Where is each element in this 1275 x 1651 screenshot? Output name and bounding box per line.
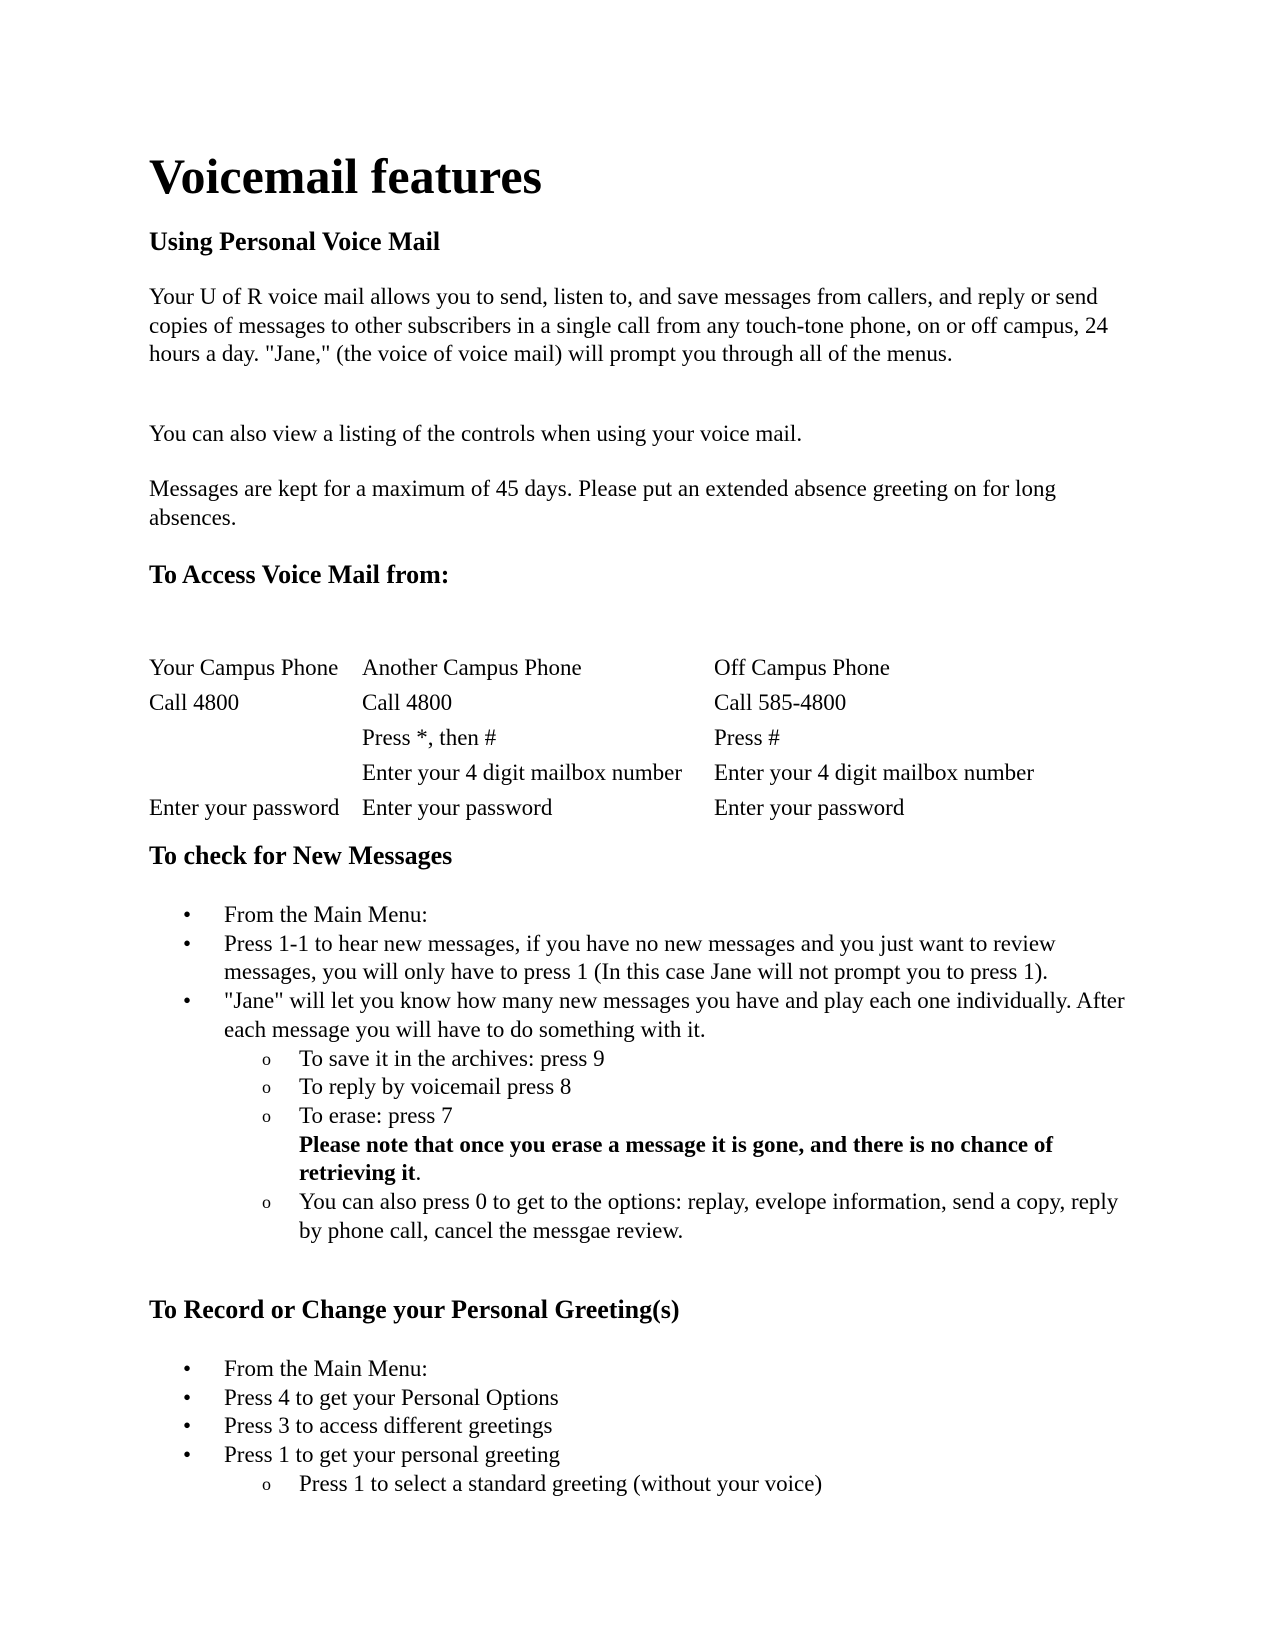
table-cell: Your Campus Phone <box>149 655 339 680</box>
circle-bullet-icon: o <box>262 1105 271 1126</box>
section-heading-using-voice-mail: Using Personal Voice Mail <box>149 227 441 256</box>
circle-bullet-icon: o <box>262 1048 271 1069</box>
circle-bullet-icon: o <box>262 1473 271 1494</box>
table-cell <box>149 755 362 790</box>
intro-paragraph: Your U of R voice mail allows you to send, listen to, and save messages from callers, and reply or send copies of messages to other subscribers in a single call from any touch-tone phone, on or off campus, 24 hours a day. "Jane," (the voice of voice mail) will prompt you through all of the menus. <box>149 284 1108 367</box>
sub-list-item-text: To reply by voicemail press 8 <box>299 1074 572 1100</box>
sub-list-item-text: You can also press 0 to get to the options: replay, evelope information, send a copy, reply by phone call, cancel the messgae review. <box>299 1189 1119 1243</box>
greetings-list <box>149 1355 1129 1499</box>
table-cell: Press *, then # <box>362 725 497 750</box>
access-table <box>149 650 1034 825</box>
sub-list-item <box>224 1045 1129 1074</box>
bullet-icon: • <box>183 1384 192 1410</box>
message-actions-sublist <box>224 1045 1129 1246</box>
list-item <box>149 1412 1129 1441</box>
table-row <box>149 685 1034 720</box>
erase-warning-period: . <box>415 1160 422 1186</box>
bullet-icon: • <box>183 1356 192 1381</box>
table-cell: Enter your 4 digit mailbox number <box>362 760 683 785</box>
list-item-text: From the Main Menu: <box>224 1356 428 1381</box>
table-cell: Enter your 4 digit mailbox number <box>714 760 1035 785</box>
table-cell: Call 4800 <box>362 690 453 715</box>
bullet-icon: • <box>183 988 192 1014</box>
table-cell: Call 4800 <box>149 690 240 715</box>
sub-list-item <box>224 1470 1129 1499</box>
controls-paragraph: You can also view a listing of the controls when using your voice mail. <box>149 421 803 446</box>
list-item <box>149 987 1129 1245</box>
sub-list-item-text: Press 1 to select a standard greeting (without your voice) <box>299 1470 823 1496</box>
section-heading-access: To Access Voice Mail from: <box>149 560 450 589</box>
sub-list-item-text: To save it in the archives: press 9 <box>299 1045 605 1071</box>
table-cell: Press # <box>714 725 780 750</box>
table-cell <box>149 720 362 755</box>
sub-list-item <box>224 1102 1129 1188</box>
list-item <box>149 1441 1129 1498</box>
bullet-icon: • <box>183 1442 192 1468</box>
table-cell: Call 585-4800 <box>714 690 847 715</box>
list-item-text: Press 1-1 to hear new messages, if you have no new messages and you just want to review messages, you will only have to press 1 (In this case Jane will not prompt you to press 1). <box>224 930 1056 985</box>
table-row <box>149 720 1034 755</box>
bullet-icon: • <box>183 930 192 956</box>
section-heading-new-messages: To check for New Messages <box>149 841 453 870</box>
circle-bullet-icon: o <box>262 1077 271 1098</box>
table-cell: Enter your password <box>362 795 553 820</box>
list-item <box>149 901 1129 930</box>
table-cell: Enter your password <box>714 795 905 820</box>
bullet-icon: • <box>183 1413 192 1439</box>
page-title: Voicemail features <box>149 148 542 204</box>
greeting-options-sublist <box>224 1470 1129 1499</box>
section-heading-greetings: To Record or Change your Personal Greeting(s) <box>149 1295 680 1324</box>
new-messages-list <box>149 901 1129 1245</box>
table-row <box>149 755 1034 790</box>
table-row <box>149 790 1034 825</box>
circle-bullet-icon: o <box>262 1192 271 1213</box>
table-row <box>149 650 1034 685</box>
table-cell: Off Campus Phone <box>714 655 890 680</box>
sub-list-item <box>224 1188 1129 1245</box>
table-cell: Another Campus Phone <box>362 655 582 680</box>
list-item-text: Press 1 to get your personal greeting <box>224 1442 560 1468</box>
list-item <box>149 1384 1129 1413</box>
bullet-icon: • <box>183 902 192 927</box>
retention-paragraph: Messages are kept for a maximum of 45 days. Please put an extended absence greeting on for long absences. <box>149 476 1056 530</box>
sub-list-item <box>224 1073 1129 1102</box>
list-item-text: Press 4 to get your Personal Options <box>224 1384 559 1410</box>
sub-list-item-text: To erase: press 7 <box>299 1102 453 1128</box>
list-item <box>149 930 1129 987</box>
erase-warning-note: Please note that once you erase a message it is gone, and there is no chance of retrieving it <box>299 1131 1054 1186</box>
list-item <box>149 1355 1129 1384</box>
list-item-text: Press 3 to access different greetings <box>224 1413 553 1439</box>
list-item-text: From the Main Menu: <box>224 902 428 927</box>
list-item-text: "Jane" will let you know how many new messages you have and play each one individually. After each message you will have to do something with it. <box>224 988 1125 1042</box>
table-cell: Enter your password <box>149 795 340 820</box>
